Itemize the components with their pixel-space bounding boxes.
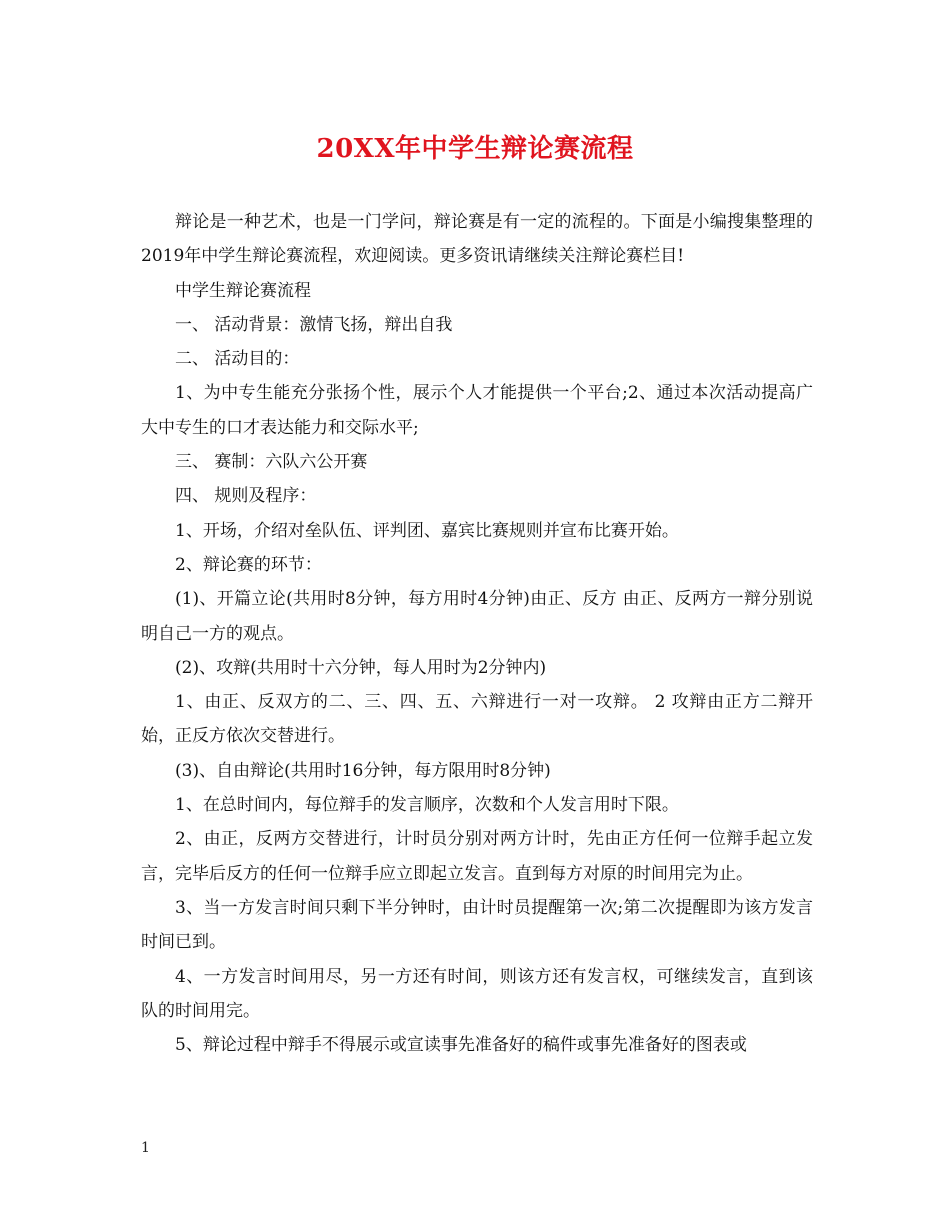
paragraph-rules-heading: 四、 规则及程序： <box>175 486 317 507</box>
paragraph-stage-3-rule-5: 5、辩论过程中辩手不得展示或宣读事先准备好的稿件或事先准备好的图表或 <box>175 1035 747 1056</box>
paragraph-stages: 2、辩论赛的环节： <box>175 554 322 575</box>
paragraph-stage-2-detail: 1、由正、反双方的二、三、四、五、六辩进行一对一攻辩。 2 攻辩由正方二辩开始，正反方依次交替进行。 <box>141 692 813 747</box>
paragraph-stage-3-rule-4: 4、一方发言时间用尽，另一方还有时间，则该方还有发言权，可继续发言，直到该队的时间用完。 <box>141 966 813 1021</box>
paragraph-purpose: 1、为中专生能充分张扬个性，展示个人才能提供一个平台;2、通过本次活动提高广大中专生的口才表达能力和交际水平; <box>141 383 813 438</box>
page-number: 1 <box>141 1140 150 1156</box>
paragraph-stage-1: (1)、开篇立论(共用时8分钟，每方用时4分钟)由正、反方 由正、反两方一辩分别说明自己一方的观点。 <box>141 589 813 644</box>
paragraph-background: 一、 活动背景：激情飞扬，辩出自我 <box>175 314 453 335</box>
paragraph-stage-2: (2)、攻辩(共用时十六分钟，每人用时为2分钟内) <box>175 657 547 678</box>
paragraph-stage-3-rule-2: 2、由正，反两方交替进行，计时员分别对两方计时，先由正方任何一位辩手起立发言，完毕后反方的任何一位辩手应立即起立发言。直到每方对原的时间用完为止。 <box>141 829 813 884</box>
paragraph-stage-3-rule-3: 3、当一方发言时间只剩下半分钟时，由计时员提醒第一次;第二次提醒即为该方发言时间已到。 <box>141 897 813 953</box>
paragraph-stage-3: (3)、自由辩论(共用时16分钟，每方限用时8分钟) <box>175 760 551 781</box>
paragraph-intro: 辩论是一种艺术，也是一门学问，辩论赛是有一定的流程的。下面是小编搜集整理的2019年中学生辩论赛流程，欢迎阅读。更多资讯请继续关注辩论赛栏目! <box>141 212 813 267</box>
paragraph-opening: 1、开场，介绍对垒队伍、评判团、嘉宾比赛规则并宣布比赛开始。 <box>175 520 679 541</box>
paragraph-purpose-heading: 二、 活动目的： <box>175 349 300 370</box>
paragraph-format: 三、 赛制：六队六公开赛 <box>175 452 368 473</box>
document-body <box>141 205 813 1062</box>
paragraph-heading: 中学生辩论赛流程 <box>175 280 311 301</box>
paragraph-stage-3-rule-1: 1、在总时间内，每位辩手的发言顺序，次数和个人发言用时下限。 <box>175 795 679 816</box>
document-title: 20XX年中学生辩论赛流程 <box>316 134 634 164</box>
